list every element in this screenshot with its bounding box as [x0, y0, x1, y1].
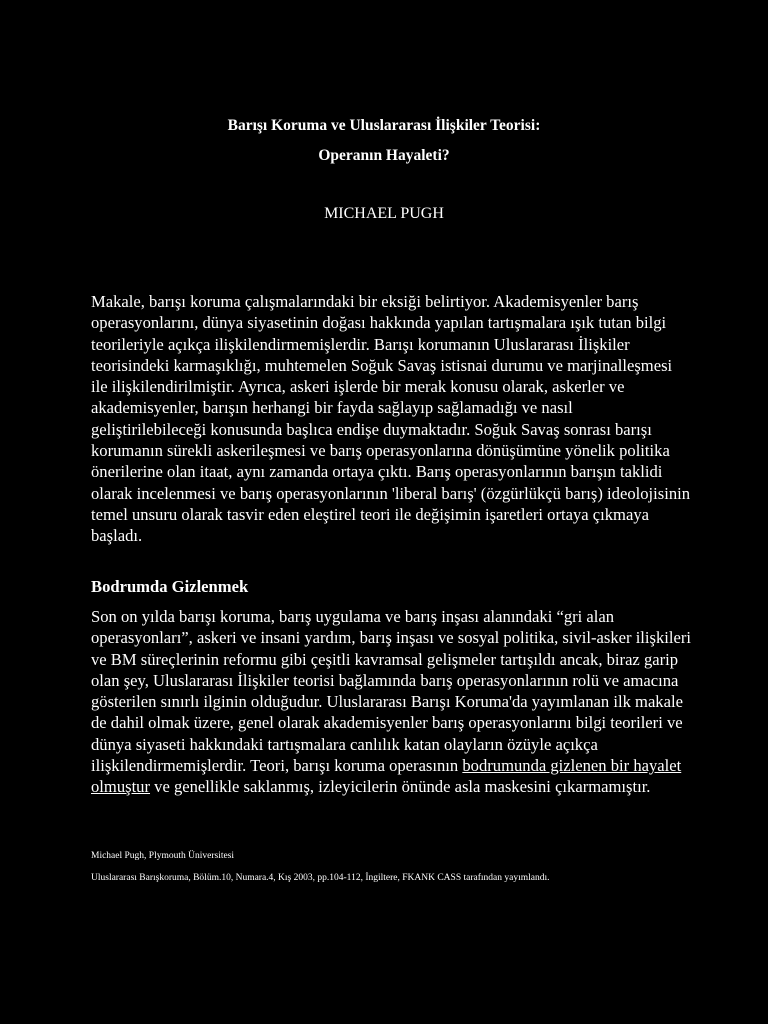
author-affiliation-footnote: Michael Pugh, Plymouth Üniversitesi — [91, 851, 235, 861]
author-name: MICHAEL PUGH — [324, 205, 444, 222]
body-text-start: Son on yılda barışı koruma, barış uygulama ve barış inşası alanındaki “gri alan operasyonları”, askeri ve insani yardım, barış inşası ve sosyal politika, sivil-asker ilişkileri ve BM süreçlerinin reformu gibi çeşitli kavramsal gelişmeler tartışıldı ancak, biraz garip olan şey, Uluslararası İlişkiler teorisi bağlamında barış operasyonlarının rolü ve amacına gösterilen sınırlı ilginin olduğudur. Uluslararası Barışı Koruma'da yayımlanan ilk makale de dahil olmak üzere, genel olarak akademisyenler barış operasyonlarını bilgi teorileri ve dünya siyaseti hakkındaki tartışmalara canlılık katan olayların özüyle açıkça ilişkilendirmemişlerdir. Teori, barışı koruma operasının — [91, 607, 692, 776]
underlined-link[interactable]: bodrumunda gizlenen bir hayalet olmuştur — [91, 756, 682, 797]
abstract-paragraph: Makale, barışı koruma çalışmalarındaki bir eksiği belirtiyor. Akademisyenler barış operasyonlarını, dünya siyasetinin doğası hakkında yapılan tartışmalara ışık tutan bilgi teorileriyle açıkça ilişkilendirmemişlerdir. Barışı korumanın Uluslararası İlişkiler teorisindeki karmaşıklığı, muhtemelen Soğuk Savaş istisnai durumu ve marjinalleşmesi ile ilişkilendirilmiştir. Ayrıca, askeri işlerde bir merak konusu olarak, askerler ve akademisyenler, barışın herhangi bir fayda sağlayıp sağlamadığı ve nasıl geliştirilebileceği konusunda başlıca endişe duymaktadır. Soğuk Savaş sonrası barışı korumanın sürekli askerileşmesi ve barış operasyonlarına dönüşümüne yönelik politika önerilerine olan itaat, aynı zamanda ortaya çıktı. Barış operasyonlarının barışın taklidi olarak incelenmesi ve barış operasyonlarının 'liberal barış' (özgürlükçü barış) ideolojisinin temel unsuru olarak tasvir eden eleştirel teori ile değişimin işaretleri ortaya çıkmaya başladı. — [91, 292, 691, 546]
publication-footnote: Uluslararası Barışkoruma, Bölüm.10, Numara.4, Kış 2003, pp.104-112, İngiltere, FKANK CASS tarafından yayımlandı. — [91, 873, 550, 883]
body-paragraph — [91, 606, 691, 798]
title-line-1: Barışı Koruma ve Uluslararası İlişkiler Teorisi: — [227, 117, 541, 134]
section-heading: Bodrumda Gizlenmek — [91, 577, 249, 596]
title-line-2: Operanın Hayaleti? — [318, 147, 450, 164]
body-text-end: ve genellikle saklanmış, izleyicilerin önünde asla maskesini çıkarmamıştır. — [150, 777, 651, 797]
